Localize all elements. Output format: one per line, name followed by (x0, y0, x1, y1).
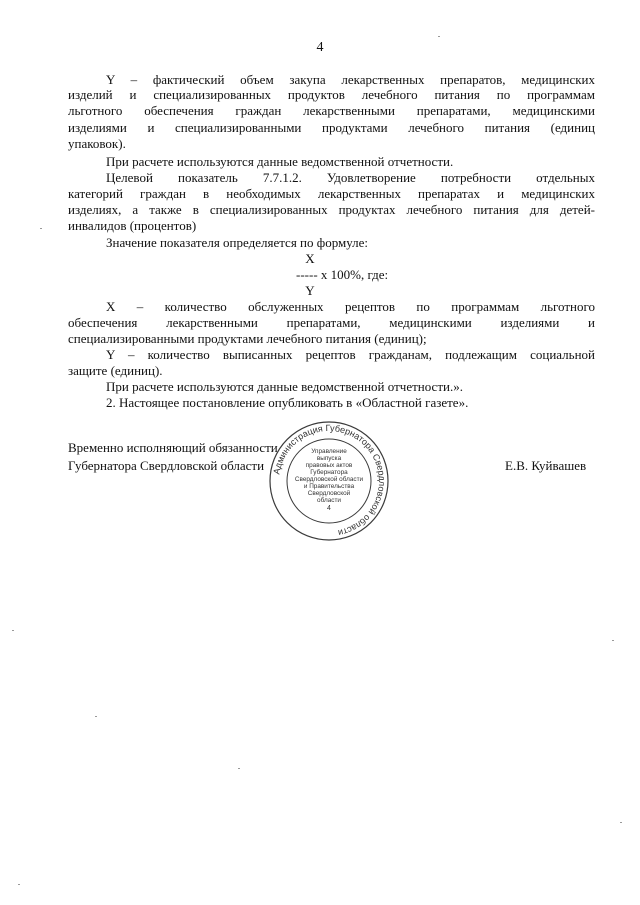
svg-text:4: 4 (327, 505, 331, 512)
paragraph-y-definition-line2: изделий и специализированных продуктов лечебного питания по программам (68, 87, 595, 102)
paragraph-x-definition-line1: X – количество обслуженных рецептов по программам льготного (106, 299, 595, 314)
svg-text:выпуска: выпуска (316, 455, 342, 462)
svg-text:области: области (317, 497, 341, 504)
svg-text:Администрация Губернатора Свер: Администрация Губернатора Свердловской области (271, 422, 388, 539)
paragraph-y-definition-line5: упаковок). (68, 136, 126, 151)
scan-speck (40, 228, 42, 229)
svg-text:Губернатора: Губернатора (310, 469, 348, 476)
svg-text:Свердловской области: Свердловской области (294, 476, 364, 483)
paragraph-formula-intro: Значение показателя определяется по формуле: (106, 235, 369, 250)
formula-numerator: X (305, 251, 315, 266)
svg-text:Управление: Управление (311, 448, 347, 455)
scan-speck (18, 884, 20, 885)
paragraph-y2-definition-line2: защите (единиц). (68, 363, 163, 378)
scan-speck (238, 768, 240, 769)
paragraph-y-definition-line3: льготного обеспечения граждан лекарственными препаратами, медицинскими (68, 103, 595, 118)
paragraph-y-definition-line1: Y – фактический объем закупа лекарственных препаратов, медицинских (106, 72, 595, 87)
scan-speck (12, 630, 14, 631)
scan-speck (438, 36, 440, 37)
signature-name: Е.В. Куйвашев (505, 458, 587, 473)
paragraph-publication: 2. Настоящее постановление опубликовать в «Областной газете». (106, 395, 469, 410)
svg-text:правовых актов: правовых актов (305, 462, 353, 469)
signature-position-line1: Временно исполняющий обязанности (68, 440, 278, 455)
page-number: 4 (316, 40, 324, 55)
paragraph-x-definition-line3: специализированными продуктами лечебного питания (единиц); (68, 331, 427, 346)
scan-speck (95, 716, 97, 717)
paragraph-y2-definition-line1: Y – количество выписанных рецептов гражданам, подлежащим социальной (106, 347, 595, 362)
paragraph-x-definition-line2: обеспечения лекарственными препаратами, медицинскими изделиями и (68, 315, 595, 330)
formula-denominator: Y (305, 283, 315, 298)
scan-speck (620, 822, 622, 823)
paragraph-indicator-line2: категорий граждан в необходимых лекарственных препаратах и медицинских (68, 186, 595, 201)
paragraph-data-source-1: При расчете используются данные ведомственной отчетности. (106, 154, 454, 169)
paragraph-indicator-line4: инвалидов (процентов) (68, 218, 197, 233)
paragraph-y-definition-line4: изделиями и специализированными продуктами лечебного питания (единиц (68, 120, 595, 135)
formula-fraction: ----- x 100%, где: (296, 267, 389, 282)
svg-text:и Правительства: и Правительства (303, 483, 355, 490)
paragraph-indicator-line1: Целевой показатель 7.7.1.2. Удовлетворение потребности отдельных (106, 170, 595, 185)
official-seal-stamp (266, 420, 392, 542)
paragraph-data-source-2: При расчете используются данные ведомственной отчетности.». (106, 379, 463, 394)
scan-speck (612, 640, 614, 641)
signature-position-line2: Губернатора Свердловской области (68, 458, 265, 473)
paragraph-indicator-line3: изделиях, а также в специализированных продуктах лечебного питания для детей- (68, 202, 595, 217)
svg-text:Свердловской: Свердловской (307, 490, 351, 497)
